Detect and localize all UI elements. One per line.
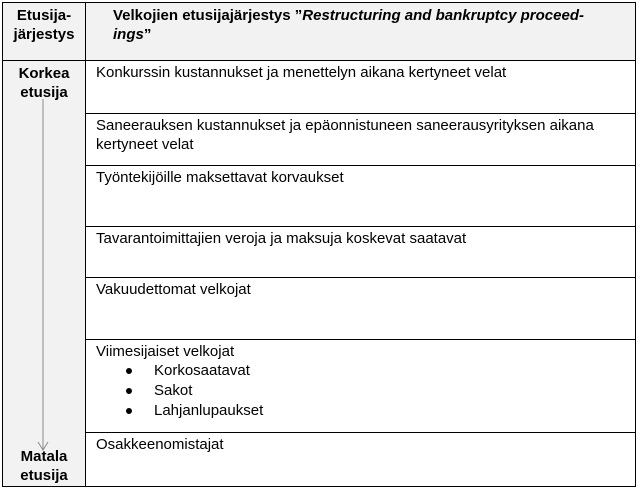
down-arrow-icon — [33, 99, 53, 453]
list-item: Korkosaatavat — [96, 361, 625, 381]
row-text: Saneerauksen kustannukset ja epäonnistuneen saneerausyrityksen aikana kertyneet velat — [96, 117, 594, 153]
creditor-rows — [86, 61, 635, 486]
header-creditor-order — [113, 6, 633, 44]
header-right-italic-2: ings — [113, 26, 144, 43]
low-priority-line2: etusija — [20, 467, 68, 484]
high-priority-label — [3, 64, 85, 102]
high-priority-line2: etusija — [20, 84, 68, 101]
priority-table — [2, 2, 636, 487]
row-text: Työntekijöille maksettavat korvaukset — [96, 169, 344, 186]
header-right-italic-1: Restructuring and bankruptcy proceed- — [302, 7, 584, 24]
low-priority-label — [3, 447, 85, 485]
row-text: Osakkeenomistajat — [96, 436, 224, 453]
table-row — [86, 166, 635, 227]
list-item: Sakot — [96, 381, 625, 401]
table-row — [86, 278, 635, 340]
row-text: Tavarantoimittajien veroja ja maksuja koskevat saatavat — [96, 230, 467, 247]
table-row — [86, 114, 635, 166]
bullet-list — [96, 361, 625, 421]
table-row — [86, 61, 635, 114]
low-priority-line1: Matala — [20, 448, 68, 465]
header-left-line2: järjestys — [13, 26, 75, 43]
list-item: Lahjanlupaukset — [96, 401, 625, 421]
table-row — [86, 340, 635, 433]
row-text: Viimesijaiset velkojat — [96, 343, 235, 360]
header-right-suffix: ” — [143, 26, 152, 43]
header-right-prefix: Velkojien etusijajärjestys ” — [113, 7, 303, 24]
header-left-line1: Etusija- — [16, 7, 72, 24]
row-text: Vakuudettomat velkojat — [96, 281, 251, 298]
high-priority-line1: Korkea — [18, 65, 70, 82]
table-row — [86, 227, 635, 278]
row-text: Konkurssin kustannukset ja menettelyn aikana kertyneet velat — [96, 64, 507, 81]
table-header-row — [3, 3, 635, 61]
table-row — [86, 433, 635, 486]
